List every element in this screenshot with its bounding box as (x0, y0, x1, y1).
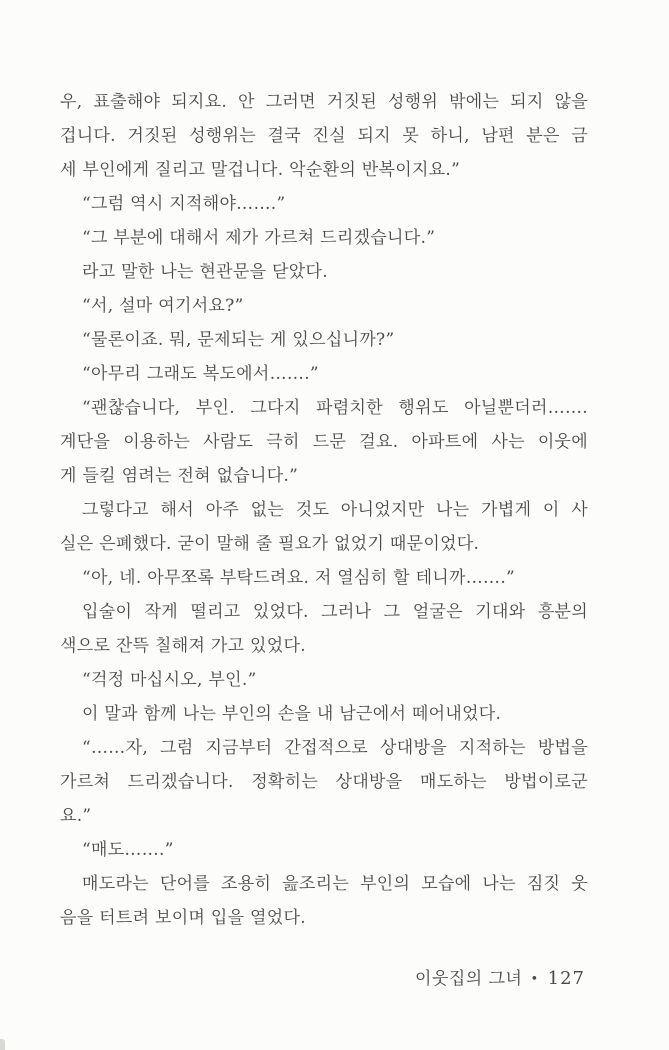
text-line: 그렇다고 해서 아주 없는 것도 아니었지만 나는 가볍게 이 사 (82, 500, 588, 520)
footer-separator-dot: • (530, 972, 539, 987)
body-text (60, 85, 588, 935)
text-line: “서, 설마 여기서요?” (82, 296, 244, 316)
text-line: 음을 터트려 보이며 입을 열었다. (60, 908, 306, 928)
text-line: “……자, 그럼 지금부터 간접적으로 상대방을 지적하는 방법을 (82, 738, 588, 758)
text-line: “매도…….” (82, 840, 174, 860)
text-line: 요.” (60, 806, 92, 826)
text-line: 계단을 이용하는 사람도 극히 드문 걸요. 아파트에 사는 이웃에 (60, 432, 588, 452)
page-number: 127 (547, 968, 585, 989)
text-line: 겁니다. 거짓된 성행위는 결국 진실 되지 못 하니, 남편 분은 금 (60, 126, 588, 146)
text-line: 라고 말한 나는 현관문을 닫았다. (82, 262, 328, 282)
text-line: “아무리 그래도 복도에서…….” (82, 364, 319, 384)
text-line: “물론이죠. 뭐, 문제되는 게 있으십니까?” (82, 330, 395, 350)
page-footer (415, 962, 585, 996)
scan-edge-artifact (0, 1039, 5, 1050)
text-line: 우, 표출해야 되지요. 안 그러면 거짓된 성행위 밖에는 되지 않을 (60, 92, 588, 112)
text-line: “그 부분에 대해서 제가 가르쳐 드리겠습니다.” (82, 228, 436, 248)
text-line: “아, 네. 아무쪼록 부탁드려요. 저 열심히 할 테니까…….” (82, 568, 516, 588)
text-line: 이 말과 함께 나는 부인의 손을 내 남근에서 떼어내었다. (82, 704, 502, 724)
text-line: “걱정 마십시오, 부인.” (82, 670, 257, 690)
text-line: 게 들킬 염려는 전혀 없습니다.” (60, 466, 299, 486)
text-line: 색으로 잔뜩 칠해져 가고 있었다. (60, 636, 306, 656)
text-line: 가르쳐 드리겠습니다. 정확히는 상대방을 매도하는 방법이로군 (60, 772, 588, 792)
text-line: 세 부인에게 질리고 말겁니다. 악순환의 반복이지요.” (60, 160, 461, 180)
text-line: 실은 은폐했다. 굳이 말해 줄 필요가 없었기 때문이었다. (60, 534, 480, 554)
running-title: 이웃집의 그녀 (415, 969, 523, 989)
text-line: “그럼 역시 지적해야…….” (82, 194, 286, 214)
text-line: 매도라는 단어를 조용히 읊조리는 부인의 모습에 나는 짐짓 웃 (82, 874, 588, 894)
text-line: 입술이 작게 떨리고 있었다. 그러나 그 얼굴은 기대와 흥분의 (82, 602, 588, 622)
text-line: “괜찮습니다, 부인. 그다지 파렴치한 행위도 아닐뿐더러……. (82, 398, 588, 418)
